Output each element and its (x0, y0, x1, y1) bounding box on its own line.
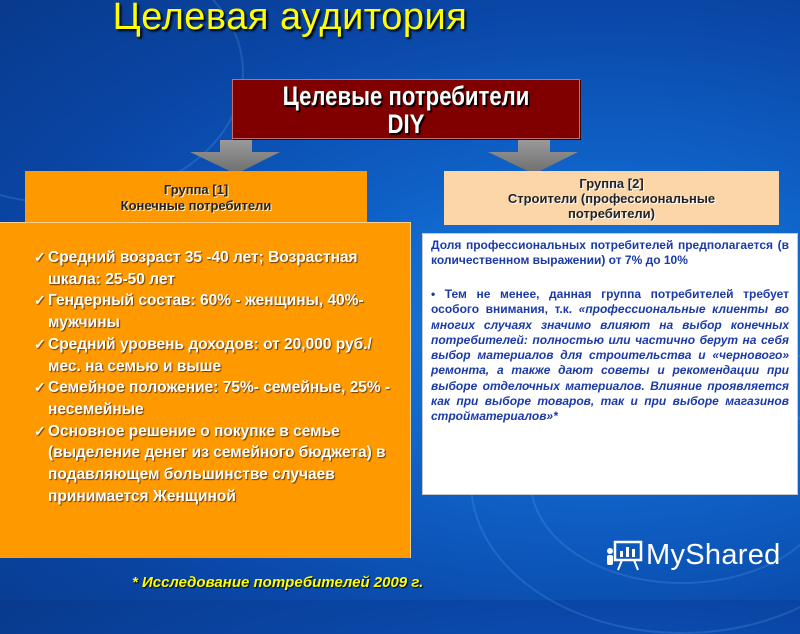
list-item (34, 334, 393, 377)
checkmark-icon: ✓ (34, 379, 46, 396)
checkmark-icon: ✓ (34, 335, 46, 352)
group2-share-text: Доля профессиональных потребителей предполагается (в количественном выражении) от 7% до 10% (431, 238, 789, 267)
group2-quote: «профессиональные клиенты во многих случаях значимо влияют на выбор конечных потребителей: полностью или частично берут на себя выбор материалов для строительства и «чернового» ремонта, а также дают советы и рекомендации при выборе отделочных материалов. Влияние проявляется как при выборе товаров, так и при выборе магазинов стройматериалов»* (431, 302, 789, 424)
group1-header (25, 171, 367, 224)
list-item (34, 421, 393, 508)
list-item-text: Основное решение о покупке в семье (выделение денег из семейного бюджета) в подавляющем большинстве случаев принимается Женщиной (48, 422, 386, 505)
bullet-icon: • (431, 287, 436, 301)
myshared-logo (606, 537, 786, 573)
checkmark-icon: ✓ (34, 249, 46, 265)
presentation-board-icon (606, 539, 644, 571)
group1-body (0, 222, 411, 558)
target-consumers-title: Целевые потребители (282, 81, 530, 111)
group2-importance-text (431, 287, 789, 425)
group2-importance-lead: Тем не менее, данная группа потребителей требует особого внимания, т.к. (431, 287, 789, 317)
group2-header-line1: Группа [2] (579, 176, 644, 191)
slide-title: Целевая аудитория (112, 0, 468, 38)
group1-list (34, 247, 393, 507)
target-consumers-subtitle: DIY (387, 109, 425, 139)
group2-header-line3: потребители) (567, 206, 656, 221)
group1-header-line1: Группа [1] (163, 182, 229, 197)
list-item-text: Средний уровень доходов: от 20,000 руб./мес. на семью и выше (48, 335, 372, 375)
group2-header (444, 171, 779, 225)
list-item (34, 247, 393, 290)
group1-header-line2: Конечные потребители (120, 198, 272, 213)
checkmark-icon: ✓ (34, 422, 46, 439)
list-item (34, 377, 393, 420)
footnote: * Исследование потребителей 2009 г. (132, 574, 424, 591)
group2-header-line2: Строители (профессиональные (507, 191, 716, 206)
group2-body (422, 233, 798, 495)
list-item (34, 290, 393, 333)
target-consumers-box (232, 79, 580, 139)
list-item-text: Гендерный состав: 60% - женщины, 40%-мужчины (48, 292, 364, 332)
checkmark-icon: ✓ (34, 292, 46, 309)
list-item-text: Средний возраст 35 -40 лет; Возрастная шкала: 25-50 лет (48, 249, 358, 288)
list-item-text: Семейное положение: 75%- семейные, 25% - несемейные (48, 379, 391, 418)
logo-text: MyShared (646, 539, 781, 571)
